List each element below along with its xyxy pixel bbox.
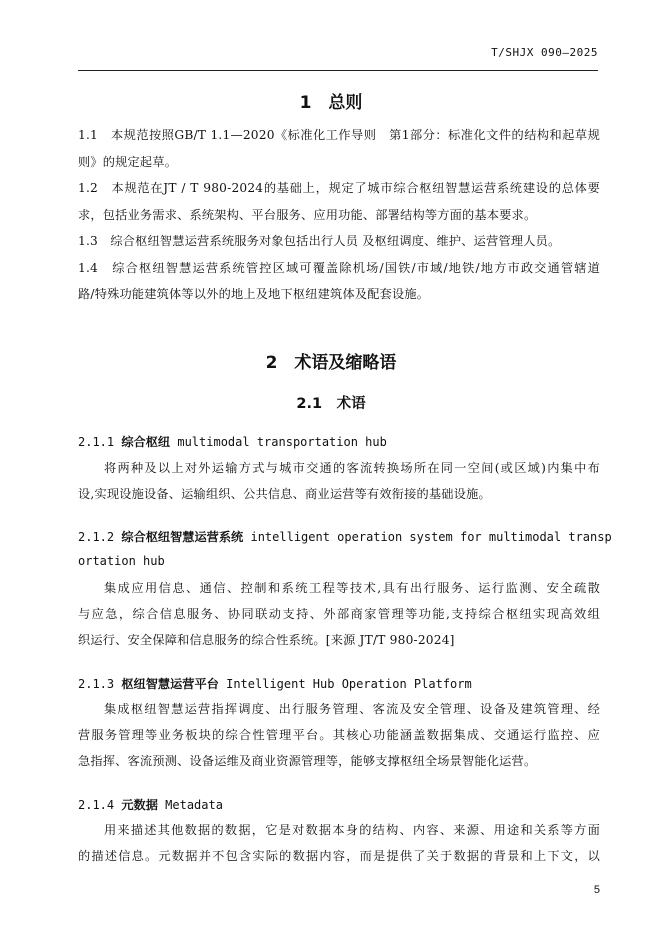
clause-1-3: 1.3 综合枢纽智慧运营系统服务对象包括出行人员 及枢纽调度、维护、运营管理人员。 [78, 234, 561, 248]
subsection-2-1-title: 2.1 术语 [296, 396, 366, 412]
clause-1-2-line-2: 求，包括业务需求、系统架构、平台服务、应用功能、部署结构等方面的基本要求。 [78, 208, 537, 222]
term-2-1-3-desc-line-2: 营服务管理等业务板块的综合性管理平台。其核心功能涵盖数据集成、交通运行监控、应 [78, 728, 600, 742]
term-2-1-2-heading [78, 528, 612, 545]
term-english: Metadata [165, 798, 223, 812]
page-number: 5 [593, 884, 600, 896]
clause-1-1-line-2: 则》的规定起草。 [78, 155, 178, 169]
term-number: 2.1.2 [78, 530, 115, 544]
header-rule [78, 70, 598, 71]
term-number: 2.1.3 [78, 677, 115, 691]
term-name: 枢纽智慧运营平台 [121, 677, 219, 691]
term-2-1-4-desc-line-1: 用来描述其他数据的数据，它是对数据本身的结构、内容、来源、用途和关系等方面 [104, 823, 600, 837]
section-2-title: 2 术语及缩略语 [265, 353, 397, 373]
term-2-1-2-english-continued: ortation hub [78, 554, 165, 568]
term-2-1-1-desc-line-1: 将两种及以上对外运输方式与城市交通的客流转换场所在同一空间(或区域)内集中布 [104, 461, 600, 475]
term-english: intelligent operation system for multimodal transp [250, 530, 612, 544]
clause-1-4-line-2: 路/特殊功能建筑体等以外的地上及地下枢纽建筑体及配套设施。 [78, 287, 430, 301]
term-name: 元数据 [121, 798, 158, 812]
term-name: 综合枢纽 [121, 435, 171, 449]
term-2-1-1-desc-line-2: 设,实现设施设备、运输组织、公共信息、商业运营等有效衔接的基础设施。 [78, 487, 491, 501]
term-2-1-2-desc-line-2: 与应急，综合信息服务、协同联动支持、外部商家管理等功能,支持综合枢纽实现高效组 [78, 607, 600, 621]
term-english: Intelligent Hub Operation Platform [226, 677, 472, 691]
term-number: 2.1.4 [78, 798, 115, 812]
term-2-1-2-desc-line-1: 集成应用信息、通信、控制和系统工程等技术,具有出行服务、运行监测、安全疏散 [104, 581, 600, 595]
term-english: multimodal transportation hub [177, 435, 387, 449]
section-1-title: 1 总则 [299, 93, 363, 113]
clause-1-2-line-1: 1.2 本规范在JT / T 980-2024的基础上，规定了城市综合枢纽智慧运营系统建设的总体要 [78, 181, 600, 195]
term-name: 综合枢纽智慧运营系统 [121, 530, 244, 544]
term-2-1-4-desc-line-2: 的描述信息。元数据并不包含实际的数据内容，而是提供了关于数据的背景和上下文，以 [78, 849, 600, 863]
term-2-1-3-heading [78, 675, 472, 692]
term-2-1-1-heading [78, 433, 387, 450]
term-number: 2.1.1 [78, 435, 115, 449]
term-2-1-3-desc-line-3: 急指挥、客流预测、设备运维及商业资源管理等，能够支撑枢纽全场景智能化运营。 [78, 754, 537, 768]
clause-1-1-line-1: 1.1 本规范按照GB/T 1.1—2020《标准化工作导则 第1部分：标准化文件的结构和起草规 [78, 128, 600, 142]
term-2-1-3-desc-line-1: 集成枢纽智慧运营指挥调度、出行服务管理、客流及安全管理、设备及建筑管理、经 [104, 702, 600, 716]
term-2-1-4-heading [78, 796, 223, 813]
clause-1-4-line-1: 1.4 综合枢纽智慧运营系统管控区域可覆盖除机场/国铁/市域/地铁/地方市政交通管辖道 [78, 261, 600, 275]
term-2-1-2-desc-line-3: 织运行、安全保障和信息服务的综合性系统。[来源 JT/T 980-2024] [78, 633, 455, 647]
document-code: T/SHJX 090—2025 [491, 46, 598, 59]
